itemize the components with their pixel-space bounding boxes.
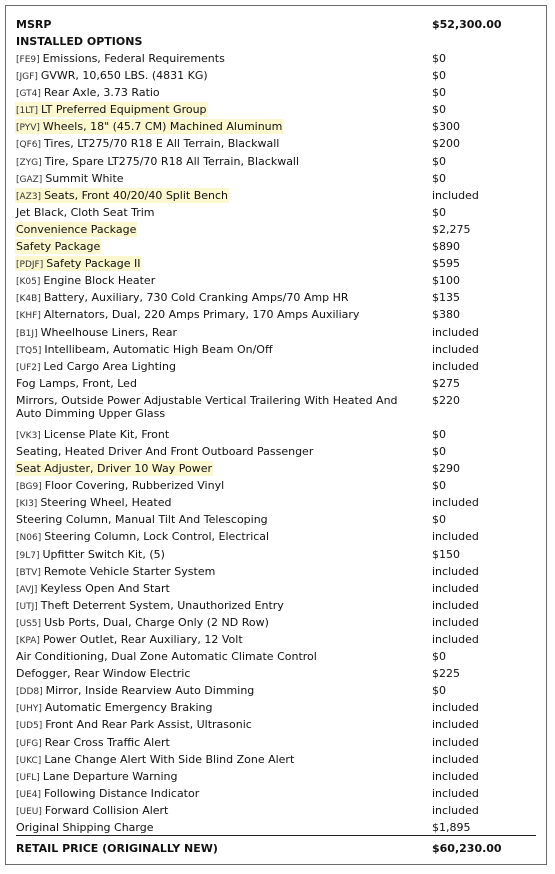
- option-description: [6, 155, 422, 170]
- option-description: [6, 684, 422, 699]
- option-price: included: [432, 615, 479, 629]
- installed-options-heading: INSTALLED OPTIONS: [16, 35, 143, 48]
- option-label: Intellibeam, Automatic High Beam On/Off: [44, 342, 273, 356]
- option-row: [6, 751, 546, 768]
- option-description: [6, 360, 422, 375]
- option-price: $0: [432, 205, 446, 219]
- option-description: [6, 52, 422, 67]
- option-description: [6, 274, 422, 289]
- option-row: [6, 716, 546, 733]
- option-code: [K05]: [16, 277, 41, 288]
- option-price: $100: [432, 274, 460, 288]
- option-description: [6, 548, 422, 563]
- option-code: [JGF]: [16, 72, 38, 83]
- option-price: included: [432, 188, 479, 202]
- option-label: Mirrors, Outside Power Adjustable Vertical Trailering With Heated And Auto Dimming Upper Glass: [16, 393, 398, 420]
- option-price: $275: [432, 376, 460, 390]
- option-row: [6, 768, 546, 785]
- option-price: included: [432, 581, 479, 595]
- option-code: [UTJ]: [16, 601, 38, 612]
- option-row: [6, 443, 546, 460]
- option-label: Power Outlet, Rear Auxiliary, 12 Volt: [42, 633, 243, 646]
- option-description: [6, 172, 422, 187]
- option-code: [FE9]: [16, 55, 40, 65]
- option-code: [TQ5]: [16, 345, 42, 356]
- option-code: [BTV]: [16, 567, 41, 578]
- option-label: Floor Covering, Rubberized Vinyl: [44, 479, 225, 493]
- option-label: Steering Wheel, Heated: [40, 496, 172, 510]
- option-row: [6, 324, 546, 341]
- option-label: Upfitter Switch Kit, (5): [42, 547, 165, 561]
- options-list: [6, 50, 546, 836]
- option-text: [16, 530, 269, 543]
- option-price: $0: [432, 171, 446, 185]
- option-label: Rear Axle, 3.73 Ratio: [43, 86, 160, 100]
- option-description: [6, 462, 422, 475]
- option-code: [UHY]: [16, 704, 42, 715]
- option-description: [6, 137, 422, 152]
- retail-price-label: RETAIL PRICE (ORIGINALLY NEW): [16, 842, 218, 855]
- option-description: [6, 223, 422, 236]
- option-description: [6, 103, 422, 118]
- option-price: $200: [432, 137, 460, 151]
- option-row: [6, 187, 546, 204]
- option-text: [16, 86, 160, 99]
- total-divider: [16, 835, 536, 836]
- option-code: [1LT]: [16, 106, 39, 117]
- option-price: $0: [432, 513, 446, 527]
- option-row: [6, 785, 546, 802]
- option-code: [UFG]: [16, 738, 42, 749]
- option-label: Jet Black, Cloth Seat Trim: [16, 205, 155, 219]
- option-label: Automatic Emergency Braking: [44, 701, 213, 715]
- option-label: Engine Block Heater: [43, 274, 156, 288]
- option-price: $220: [432, 393, 460, 407]
- option-label: Rear Cross Traffic Alert: [44, 735, 170, 749]
- option-price: $290: [432, 462, 460, 476]
- option-description: [6, 787, 422, 802]
- option-row: [6, 358, 546, 375]
- option-code: [9L7]: [16, 550, 40, 561]
- option-row: [6, 341, 546, 358]
- option-description: [6, 701, 422, 716]
- option-text: [16, 753, 294, 766]
- option-row: [6, 67, 546, 84]
- option-highlight: [16, 223, 136, 236]
- option-label: Wheels, 18" (45.7 CM) Machined Aluminum: [42, 120, 283, 134]
- option-row: [6, 460, 546, 477]
- option-text: [16, 377, 137, 390]
- option-label: Emissions, Federal Requirements: [42, 52, 225, 65]
- option-label: Tire, Spare LT275/70 R18 All Terrain, Blackwall: [44, 154, 300, 168]
- option-highlight: [16, 462, 212, 475]
- option-description: [6, 206, 422, 219]
- option-text: [16, 736, 170, 749]
- option-row: [6, 289, 546, 306]
- option-price: $380: [432, 308, 460, 322]
- option-description: [6, 513, 422, 526]
- option-text: [16, 308, 359, 321]
- option-row: [6, 170, 546, 187]
- option-row: [6, 528, 546, 545]
- option-code: [US5]: [16, 618, 42, 629]
- option-label: Convenience Package: [16, 222, 137, 236]
- option-description: [6, 565, 422, 580]
- option-price: $890: [432, 240, 460, 254]
- option-label: Steering Column, Manual Tilt And Telescoping: [16, 513, 268, 527]
- option-code: [UF2]: [16, 362, 41, 373]
- option-label: Safety Package II: [46, 257, 141, 271]
- option-text: [16, 206, 155, 219]
- msrp-label: MSRP: [16, 18, 52, 31]
- retail-price-row: [6, 841, 546, 857]
- option-price: included: [432, 342, 479, 356]
- option-row: [6, 597, 546, 614]
- option-price: $135: [432, 291, 460, 305]
- option-label: Defogger, Rear Window Electric: [16, 667, 191, 681]
- option-text: [16, 718, 252, 731]
- option-price: included: [432, 701, 479, 715]
- option-text: [16, 52, 225, 65]
- option-text: [16, 69, 208, 82]
- option-label: Summit White: [45, 171, 124, 185]
- option-description: [6, 308, 422, 323]
- option-row: [6, 665, 546, 682]
- option-row: [6, 204, 546, 221]
- option-description: [6, 343, 422, 358]
- option-code: [UEU]: [16, 806, 42, 817]
- option-price: $0: [432, 103, 446, 117]
- option-price: $0: [432, 86, 446, 100]
- option-text: [16, 787, 199, 800]
- option-label: Safety Package: [16, 240, 101, 254]
- option-text: [16, 172, 124, 185]
- option-label: Forward Collision Alert: [44, 803, 169, 817]
- option-description: [6, 377, 422, 390]
- option-price: $300: [432, 120, 460, 134]
- option-description: [6, 69, 422, 84]
- option-text: [16, 650, 317, 663]
- option-price: $0: [432, 69, 446, 83]
- msrp-value: $52,300.00: [432, 18, 502, 31]
- option-label: Theft Deterrent System, Unauthorized Entry: [40, 598, 284, 612]
- option-text: [16, 394, 398, 420]
- option-price: $0: [432, 479, 446, 493]
- option-row: [6, 426, 546, 443]
- option-price: $0: [432, 684, 446, 698]
- option-text: [16, 565, 215, 578]
- option-label: Lane Change Alert With Side Blind Zone Alert: [44, 752, 295, 766]
- option-code: [KPA]: [16, 636, 40, 646]
- option-row: [6, 50, 546, 67]
- option-price: included: [432, 769, 479, 783]
- option-description: [6, 736, 422, 751]
- option-label: License Plate Kit, Front: [43, 427, 170, 441]
- option-price: included: [432, 530, 479, 544]
- option-description: [6, 326, 422, 341]
- option-text: [16, 599, 284, 612]
- option-label: Tires, LT275/70 R18 E All Terrain, Blackwall: [44, 137, 280, 151]
- option-code: [AVJ]: [16, 584, 38, 595]
- option-price: included: [432, 786, 479, 800]
- option-price: included: [432, 598, 479, 612]
- option-text: [16, 804, 168, 817]
- option-text: [16, 582, 170, 595]
- option-text: [16, 360, 176, 373]
- option-code: [UD5]: [16, 721, 43, 732]
- option-description: [6, 496, 422, 511]
- option-code: [UKC]: [16, 755, 42, 766]
- option-row: [6, 699, 546, 716]
- option-row: [6, 734, 546, 751]
- option-label: Steering Column, Lock Control, Electrical: [44, 530, 270, 544]
- option-label: Remote Vehicle Starter System: [43, 564, 216, 578]
- option-price: $150: [432, 547, 460, 561]
- option-price: $225: [432, 667, 460, 681]
- option-price: $595: [432, 257, 460, 271]
- option-code: [PDJF]: [16, 260, 44, 271]
- option-description: [6, 667, 422, 680]
- option-text: [16, 274, 155, 287]
- option-description: [6, 650, 422, 663]
- option-text: [16, 496, 171, 509]
- option-label: Fog Lamps, Front, Led: [16, 376, 137, 390]
- option-code: [QF6]: [16, 140, 42, 151]
- option-code: [DD8]: [16, 687, 43, 698]
- option-text: [16, 428, 169, 441]
- option-label: Lane Departure Warning: [42, 769, 178, 783]
- option-description: [6, 445, 422, 458]
- option-row: [6, 84, 546, 101]
- option-text: [16, 326, 177, 339]
- option-price: included: [432, 564, 479, 578]
- option-text: [16, 137, 279, 150]
- option-row: [6, 819, 546, 836]
- option-price: $0: [432, 154, 446, 168]
- option-price: included: [432, 633, 479, 646]
- option-row: [6, 682, 546, 699]
- option-code: [ZYG]: [16, 157, 42, 168]
- option-row: [6, 375, 546, 392]
- option-row: [6, 306, 546, 323]
- option-text: [16, 445, 313, 458]
- option-row: [6, 272, 546, 289]
- option-row: [6, 580, 546, 597]
- option-code: [VK3]: [16, 430, 41, 441]
- option-text: [16, 343, 273, 356]
- option-description: [6, 770, 422, 785]
- msrp-row: [6, 16, 546, 33]
- option-row: [6, 614, 546, 631]
- installed-options-heading-row: [6, 33, 546, 50]
- option-label: Front And Rear Park Assist, Ultrasonic: [45, 718, 252, 732]
- option-row: [6, 546, 546, 563]
- option-label: Wheelhouse Liners, Rear: [40, 325, 178, 339]
- option-description: [6, 291, 422, 306]
- option-description: [6, 428, 422, 443]
- option-highlight: [16, 103, 207, 116]
- option-label: Keyless Open And Start: [40, 581, 170, 595]
- option-description: [6, 240, 422, 253]
- option-row: [6, 392, 546, 426]
- option-code: [N06]: [16, 533, 42, 544]
- option-description: [6, 633, 422, 648]
- option-description: [6, 582, 422, 597]
- option-price: included: [432, 718, 479, 732]
- option-text: [16, 291, 349, 304]
- option-text: [16, 684, 254, 697]
- option-label: Seats, Front 40/20/40 Split Bench: [44, 188, 229, 202]
- option-code: [UE4]: [16, 789, 42, 800]
- option-description: [6, 530, 422, 545]
- option-code: [UFL]: [16, 772, 40, 783]
- option-price: $2,275: [432, 222, 471, 236]
- option-price: $0: [432, 427, 446, 441]
- option-text: [16, 616, 269, 629]
- option-description: [6, 718, 422, 733]
- option-row: [6, 135, 546, 152]
- option-highlight: [16, 257, 140, 270]
- option-description: [6, 599, 422, 614]
- option-description: [6, 753, 422, 768]
- retail-price-value: $60,230.00: [432, 842, 502, 855]
- option-code: [BG9]: [16, 482, 42, 493]
- option-price: included: [432, 325, 479, 339]
- option-description: [6, 804, 422, 819]
- option-row: [6, 802, 546, 819]
- option-price: included: [432, 496, 479, 510]
- option-text: [16, 770, 177, 783]
- option-row: [6, 477, 546, 494]
- option-description: [6, 479, 422, 494]
- sticker-header: [6, 16, 546, 50]
- option-row: [6, 221, 546, 238]
- option-price: $0: [432, 52, 446, 65]
- option-text: [16, 155, 299, 168]
- option-label: Air Conditioning, Dual Zone Automatic Climate Control: [16, 650, 317, 664]
- option-text: [16, 701, 213, 714]
- option-highlight: [16, 120, 282, 133]
- option-row: [6, 494, 546, 511]
- option-description: [6, 189, 422, 204]
- option-label: Following Distance Indicator: [44, 786, 200, 800]
- option-row: [6, 238, 546, 255]
- option-code: [PYV]: [16, 123, 40, 134]
- option-description: [6, 821, 422, 834]
- option-highlight: [16, 240, 100, 253]
- option-row: [6, 118, 546, 135]
- option-text: [16, 633, 243, 646]
- option-row: [6, 255, 546, 272]
- option-code: [KHF]: [16, 311, 41, 322]
- option-text: [16, 479, 224, 492]
- option-text: [16, 667, 190, 680]
- option-price: included: [432, 359, 479, 373]
- window-sticker: [5, 5, 547, 865]
- option-text: [16, 513, 268, 526]
- option-description: [6, 394, 422, 420]
- option-price: included: [432, 735, 479, 749]
- option-label: Battery, Auxiliary, 730 Cold Cranking Amps/70 Amp HR: [43, 291, 349, 305]
- option-code: [K4B]: [16, 294, 41, 305]
- option-label: GVWR, 10,650 LBS. (4831 KG): [40, 69, 208, 83]
- option-description: [6, 257, 422, 272]
- option-label: LT Preferred Equipment Group: [41, 103, 207, 117]
- option-label: Usb Ports, Dual, Charge Only (2 ND Row): [44, 615, 269, 629]
- option-label: Mirror, Inside Rearview Auto Dimming: [45, 684, 255, 698]
- option-row: [6, 563, 546, 580]
- option-code: [GAZ]: [16, 174, 43, 185]
- option-label: Led Cargo Area Lighting: [43, 359, 176, 373]
- option-price: $0: [432, 444, 446, 458]
- option-row: [6, 648, 546, 665]
- option-price: $0: [432, 650, 446, 664]
- option-price: included: [432, 752, 479, 766]
- option-text: [16, 548, 165, 561]
- option-price: included: [432, 803, 479, 817]
- option-label: Seat Adjuster, Driver 10 Way Power: [16, 462, 212, 476]
- option-code: [GT4]: [16, 89, 41, 100]
- option-label: Seating, Heated Driver And Front Outboard Passenger: [16, 444, 314, 458]
- option-highlight: [16, 189, 228, 202]
- option-code: [B1J]: [16, 328, 38, 339]
- option-row: [6, 153, 546, 170]
- option-row: [6, 511, 546, 528]
- option-code: [KI3]: [16, 499, 38, 510]
- option-text: [16, 821, 154, 834]
- option-row: [6, 101, 546, 118]
- option-description: [6, 120, 422, 135]
- option-label: Original Shipping Charge: [16, 821, 154, 835]
- option-row: [6, 631, 546, 648]
- option-code: [AZ3]: [16, 191, 42, 202]
- option-label: Alternators, Dual, 220 Amps Primary, 170 Amps Auxiliary: [43, 308, 360, 322]
- option-description: [6, 616, 422, 631]
- option-price: $1,895: [432, 821, 471, 835]
- option-description: [6, 86, 422, 101]
